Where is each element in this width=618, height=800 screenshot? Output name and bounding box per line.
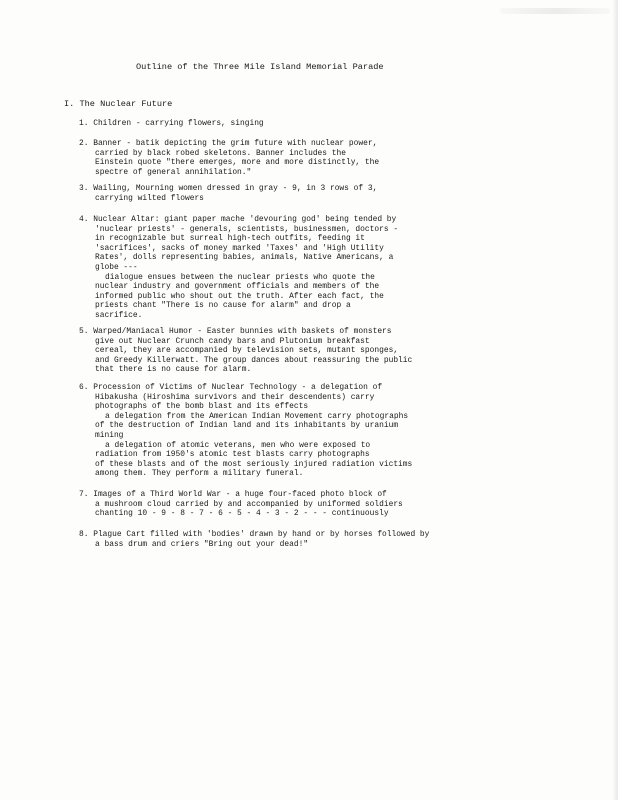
page-edge-shadow — [612, 0, 618, 800]
item-line: 8. Plague Cart filled with 'bodies' drawn by hand or by horses followed by — [79, 530, 430, 539]
item-line: Hibakusha (Hiroshima survivors and their descendents) carry — [95, 392, 375, 402]
outline-item-2 — [79, 139, 379, 177]
item-line: informed public who shout out the truth. After each fact, the — [95, 291, 384, 301]
item-line: carrying wilted flowers — [95, 193, 204, 203]
item-line: a delegation of atomic veterans, men who were exposed to — [105, 440, 371, 450]
document-title: Outline of the Three Mile Island Memorial Parade — [136, 62, 384, 72]
item-line: cereal, they are accompanied by television sets, mutant sponges, — [95, 346, 399, 356]
outline-item-7 — [79, 490, 403, 519]
item-line: a mushroom cloud carried by and accompanied by uniformed soldiers — [95, 499, 403, 509]
item-line: of these blasts and of the most seriously injured radiation victims — [95, 459, 413, 469]
item-line: carried by black robed skeletons. Banner includes the — [95, 148, 346, 158]
item-line: 'sacrifices', sacks of money marked 'Taxes' and 'High Utility — [95, 243, 384, 253]
item-line: in recognizable but surreal high-tech outfits, feeding it — [95, 234, 365, 244]
item-line: 4. Nuclear Altar: giant paper mache 'devouring god' being tended by — [79, 215, 397, 224]
item-line: 1. Children - carrying flowers, singing — [79, 119, 264, 128]
outline-item-8 — [79, 530, 429, 549]
item-line: 3. Wailing, Mourning women dressed in gray - 9, in 3 rows of 3, — [79, 184, 378, 193]
item-line: Einstein quote "there emerges, more and more distinctly, the — [95, 158, 380, 168]
item-line: 5. Warped/Maniacal Humor - Easter bunnies with baskets of monsters — [79, 327, 392, 336]
item-line: mining — [95, 430, 124, 440]
item-line: a bass drum and criers "Bring out your dead!" — [95, 539, 309, 549]
item-line: Rates', dolls representing babies, animals, Native Americans, a — [95, 253, 394, 263]
item-line: 7. Images of a Third World War - a huge four-faced photo block of — [79, 490, 387, 499]
item-line: dialogue ensues between the nuclear priests who quote the — [105, 272, 375, 282]
item-line: globe --- — [95, 262, 138, 272]
item-line: of the destruction of Indian land and its inhabitants by uranium — [95, 421, 399, 431]
outline-item-3 — [79, 184, 377, 203]
item-line: radiation from 1950's atomic test blasts carry photographs — [95, 450, 370, 460]
outline-item-5 — [79, 327, 412, 375]
item-line: 6. Procession of Victims of Nuclear Technology - a delegation of — [79, 383, 383, 392]
item-line: and Greedy Killerwatt. The group dances about reassuring the public — [95, 355, 413, 365]
item-line: chanting 10 - 9 - 8 - 7 - 6 - 5 - 4 - 3 - 2 - - - continuously — [95, 509, 389, 519]
outline-item-6 — [79, 383, 412, 479]
item-line: give out Nuclear Crunch candy bars and Plutonium breakfast — [95, 336, 370, 346]
item-line: priests chant "There is no cause for alarm" and drop a — [95, 301, 351, 311]
item-line: spectre of general annihilation." — [95, 167, 252, 177]
outline-item-4 — [79, 215, 398, 321]
item-line: sacrifice. — [95, 310, 143, 320]
item-line: 2. Banner - batik depicting the grim future with nuclear power, — [79, 139, 378, 148]
scan-smudge — [500, 8, 610, 14]
item-line: that there is no cause for alarm. — [95, 365, 252, 375]
item-line: nuclear industry and government officials and members of the — [95, 282, 380, 292]
item-line: photographs of the bomb blast and its effects — [95, 402, 309, 412]
item-line: 'nuclear priests' - generals, scientists, businessmen, doctors - — [95, 224, 399, 234]
item-line: among them. They perform a military funeral. — [95, 469, 304, 479]
item-line: a delegation from the American Indian Movement carry photographs — [105, 411, 409, 421]
outline-item-1 — [79, 119, 264, 129]
section-heading: I. The Nuclear Future — [64, 99, 173, 109]
